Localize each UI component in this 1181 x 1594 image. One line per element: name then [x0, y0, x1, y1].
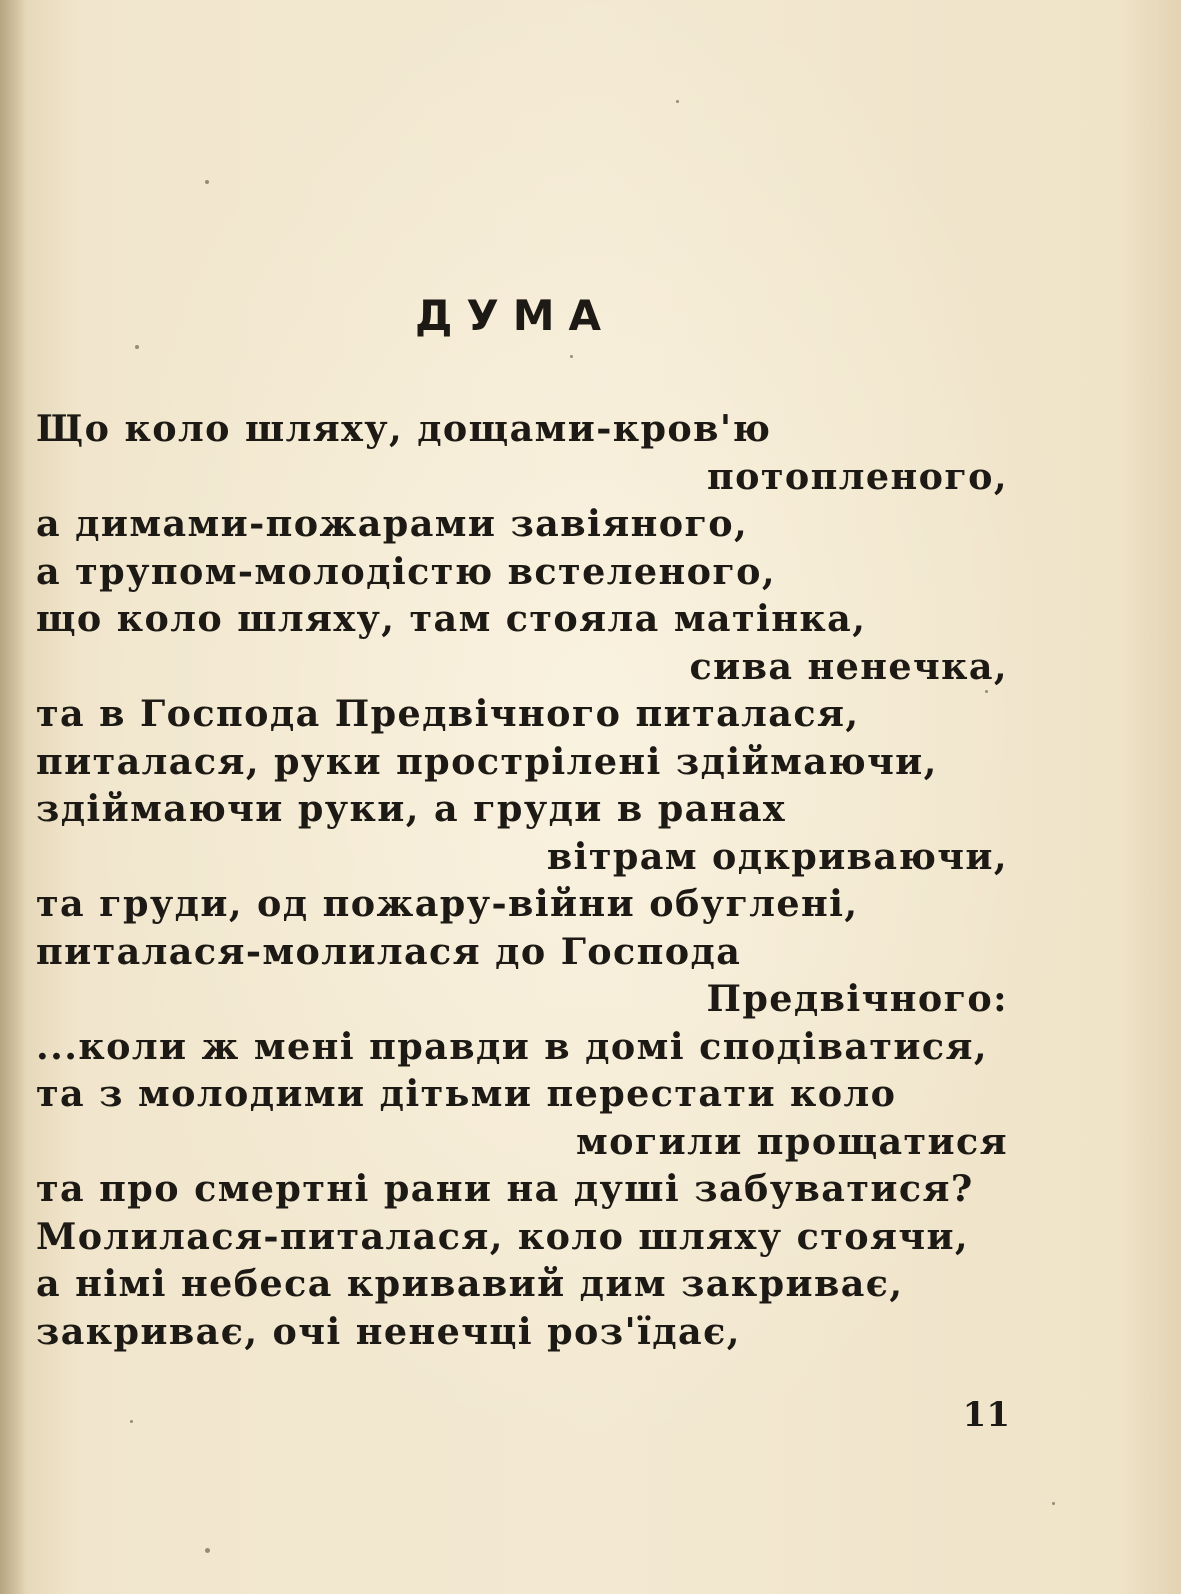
spine-shadow: [0, 0, 26, 1594]
paper-speck: [1052, 1502, 1055, 1505]
poem-line-continuation: потопленого,: [707, 454, 1008, 498]
poem-body: [36, 405, 1008, 1355]
paper-speck: [676, 100, 679, 103]
poem-line: Молилася-питалася, коло шляху стоячи,: [36, 1214, 970, 1258]
poem-line: питалася-молилася до Господа: [36, 929, 742, 973]
poem-line: питалася, руки прострілені здіймаючи,: [36, 739, 938, 783]
poem-line: та груди, од пожару-війни обуглені,: [36, 882, 859, 925]
paper-speck: [570, 355, 573, 358]
poem-line: здіймаючи руки, а груди в ранах: [36, 787, 787, 830]
poem-line-continuation: могили прощатися: [575, 1119, 1008, 1163]
poem-line: а димами-пожарами завіяного,: [36, 502, 749, 545]
poem-line: ...коли ж мені правди в домі сподіватися,: [36, 1024, 988, 1068]
poem-line: а трупом-молодістю встеленого,: [36, 549, 776, 593]
paper-speck: [135, 345, 139, 349]
poem-line: та про смертні рани на душі забуватися?: [36, 1167, 974, 1210]
poem-line: та в Господа Предвічного питалася,: [36, 692, 860, 735]
poem-line-continuation: сива ненечка,: [689, 644, 1008, 688]
paper-speck: [205, 180, 209, 184]
paper-speck: [130, 1420, 133, 1423]
poem-line: закриває, очі ненечці роз'їдає,: [36, 1309, 741, 1353]
page-number: 11: [962, 1395, 1010, 1435]
poem-line: та з молодими дітьми перестати коло: [36, 1072, 897, 1115]
poem-title: ДУМА: [414, 291, 616, 340]
paper-speck: [205, 1548, 210, 1553]
poem-line-continuation: Предвічного:: [706, 977, 1008, 1020]
poem-line: а німі небеса кривавий дим закриває,: [36, 1262, 904, 1305]
poem-line: що коло шляху, там стояла матінка,: [36, 597, 867, 640]
poem-line: Що коло шляху, дощами-кров'ю: [36, 407, 772, 450]
poem-line-continuation: вітрам одкриваючи,: [546, 834, 1008, 878]
